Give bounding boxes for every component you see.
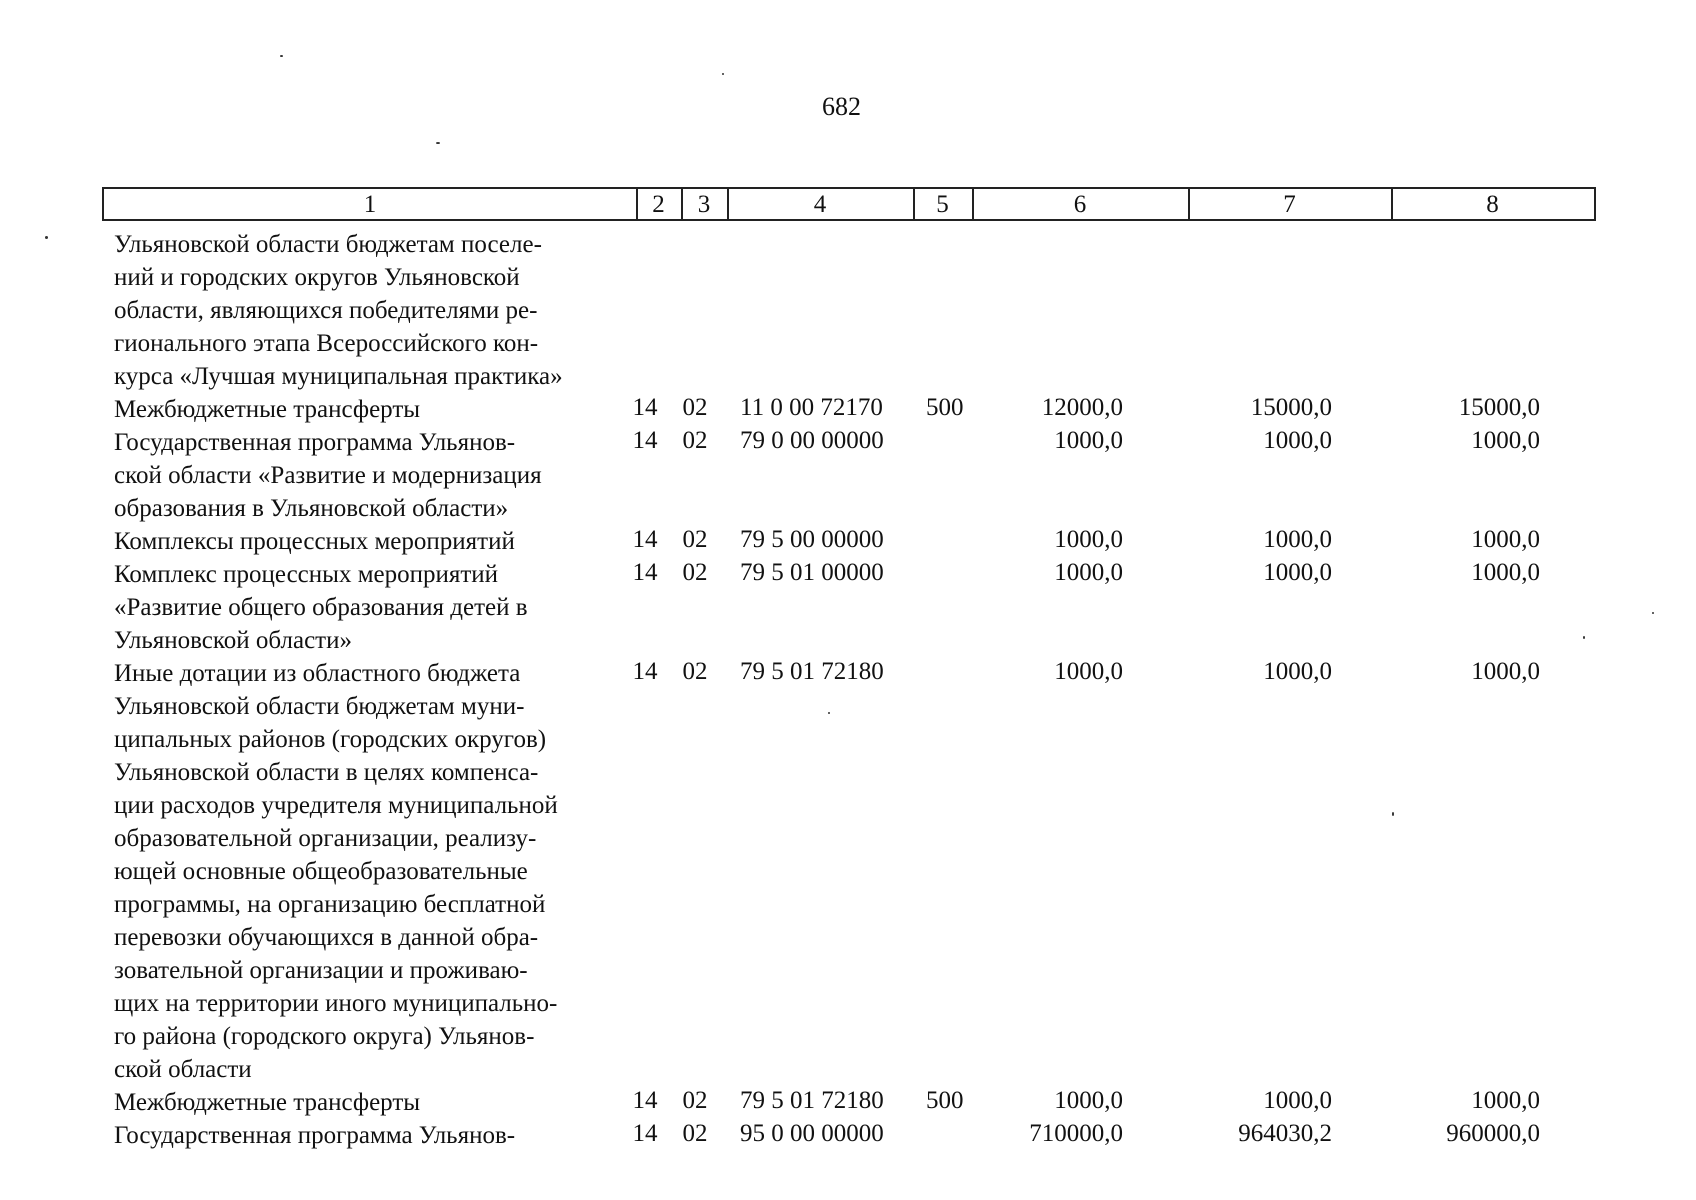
description-line: программы, на организацию бесплатной [114,891,546,918]
cell-c3: 02 [682,427,708,454]
description-line: ской области «Развитие и модернизация [114,462,542,489]
description-line: «Развитие общего образования детей в [114,594,528,621]
description-line: Комплексы процессных мероприятий [114,528,515,555]
row-description [114,228,624,393]
column-header-8: 8 [1486,191,1499,218]
cell-c8: 15000,0 [1458,394,1540,421]
cell-c4: 79 5 01 72180 [740,1087,884,1114]
description-line: щих на территории иного муниципально- [114,990,558,1017]
description-line: Иные дотации из областного бюджета [114,660,521,687]
cell-c4: 95 0 00 00000 [740,1120,884,1147]
cell-c7: 964030,2 [1238,1120,1332,1147]
scan-speck [1583,636,1585,639]
cell-c8: 1000,0 [1471,658,1540,685]
cell-c6: 12000,0 [1041,394,1123,421]
cell-c3: 02 [682,1120,708,1147]
description-line: Ульяновской области в целях компенса- [114,759,539,786]
cell-c3: 02 [682,1087,708,1114]
cell-c4: 79 5 01 72180 [740,658,884,685]
description-line: образовательной организации, реализу- [114,825,537,852]
description-line: области, являющихся победителями ре- [114,297,538,324]
cell-c3: 02 [682,394,708,421]
scan-speck [280,55,283,57]
cell-c4: 11 0 00 72170 [740,394,883,421]
cell-c2: 14 [632,427,658,454]
cell-c4: 79 0 00 00000 [740,427,884,454]
cell-c2: 14 [632,1120,658,1147]
row-description [114,525,624,558]
scan-speck [45,236,48,239]
cell-c5: 500 [926,1087,964,1114]
description-line: гионального этапа Всероссийского кон- [114,330,539,357]
cell-c3: 02 [682,526,708,553]
column-header-5: 5 [936,191,949,218]
cell-c8: 1000,0 [1471,559,1540,586]
cell-c2: 14 [632,394,658,421]
page-number: 682 [822,92,861,121]
cell-c8: 1000,0 [1471,1087,1540,1114]
description-line: Ульяновской области бюджетам муни- [114,693,525,720]
description-line: Комплекс процессных мероприятий [114,561,499,588]
row-description [114,1086,624,1119]
description-line: Межбюджетные трансферты [114,1089,421,1116]
description-line: ции расходов учредителя муниципальной [114,792,558,819]
description-line: го района (городского округа) Ульянов- [114,1023,535,1050]
cell-c3: 02 [682,559,708,586]
cell-c6: 1000,0 [1054,427,1123,454]
description-line: ний и городских округов Ульяновской [114,264,520,291]
cell-c5: 500 [926,394,964,421]
cell-c8: 1000,0 [1471,526,1540,553]
scan-speck [1392,812,1394,816]
cell-c7: 1000,0 [1263,559,1332,586]
cell-c6: 1000,0 [1054,658,1123,685]
row-description [114,393,624,426]
cell-c7: 1000,0 [1263,427,1332,454]
cell-c4: 79 5 01 00000 [740,559,884,586]
cell-c6: 710000,0 [1029,1120,1123,1147]
description-line: Ульяновской области» [114,627,352,654]
cell-c3: 02 [682,658,708,685]
scan-speck [1652,612,1654,614]
row-description [114,558,624,657]
description-line: Государственная программа Ульянов- [114,429,516,456]
cell-c2: 14 [632,559,658,586]
scan-speck [722,73,724,75]
table-header [102,187,1596,221]
cell-c2: 14 [632,1087,658,1114]
cell-c6: 1000,0 [1054,1087,1123,1114]
column-header-3: 3 [697,191,711,218]
column-header-4: 4 [813,191,827,218]
description-line: Государственная программа Ульянов- [114,1122,516,1149]
description-line: образования в Ульяновской области» [114,495,509,522]
row-description [114,426,624,525]
scan-speck [828,712,830,714]
description-line: Межбюджетные трансферты [114,396,421,423]
cell-c8: 960000,0 [1446,1120,1540,1147]
cell-c2: 14 [632,658,658,685]
cell-c8: 1000,0 [1471,427,1540,454]
column-header-7: 7 [1283,191,1296,218]
cell-c7: 1000,0 [1263,526,1332,553]
column-header-2: 2 [652,191,665,218]
row-description [114,1119,624,1152]
scan-speck [436,142,440,144]
row-description [114,657,624,1086]
cell-c7: 1000,0 [1263,658,1332,685]
description-line: перевозки обучающихся в данной обра- [114,924,539,951]
description-line: ципальных районов (городских округов) [114,726,547,753]
column-header-1: 1 [363,191,377,218]
description-line: курса «Лучшая муниципальная практика» [114,363,563,390]
cell-c6: 1000,0 [1054,559,1123,586]
cell-c6: 1000,0 [1054,526,1123,553]
cell-c4: 79 5 00 00000 [740,526,884,553]
description-line: ской области [114,1056,252,1083]
description-line: зовательной организации и проживаю- [114,957,528,984]
cell-c2: 14 [632,526,658,553]
description-line: ющей основные общеобразовательные [114,858,528,885]
cell-c7: 15000,0 [1250,394,1332,421]
description-line: Ульяновской области бюджетам поселе- [114,231,542,258]
cell-c7: 1000,0 [1263,1087,1332,1114]
column-header-6: 6 [1073,191,1087,218]
